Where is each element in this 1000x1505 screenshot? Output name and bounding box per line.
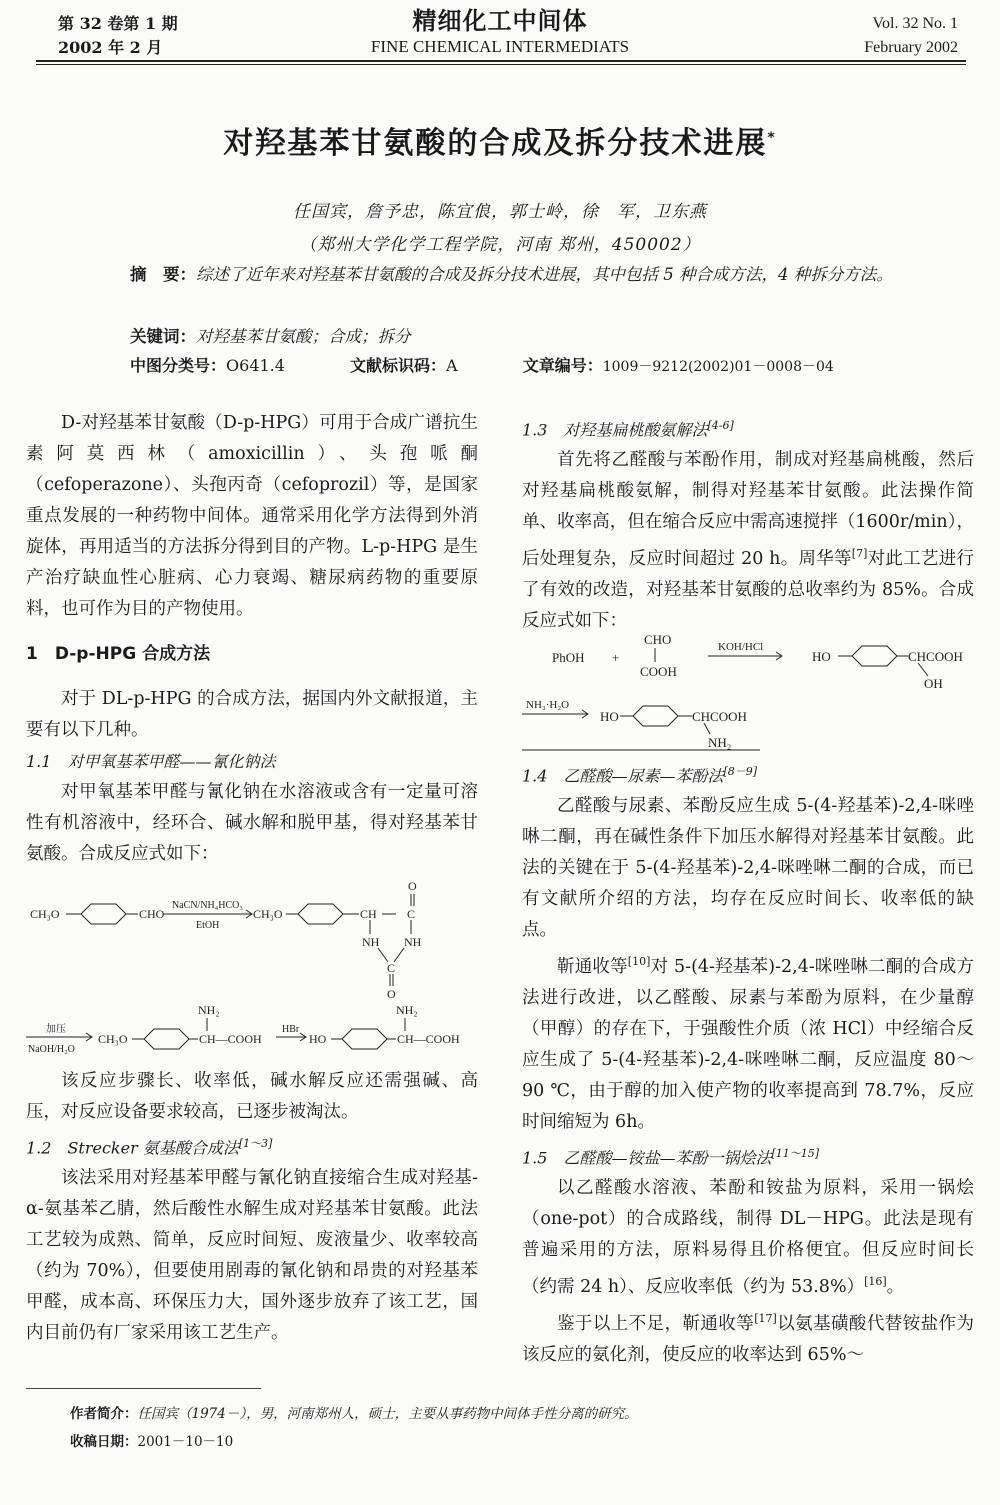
eq2-mandelic-hydroxy: HO <box>812 649 831 664</box>
eq1-reactant-aldehyde: CHO <box>139 907 165 921</box>
eq1-condition-1-top: NaCN/NH₄HCO₃ <box>172 900 243 911</box>
abstract-label: 摘 要： <box>130 265 196 284</box>
eq2-mandelic-chcooh: CHCOOH <box>908 649 963 664</box>
benzene-ring <box>342 1029 387 1049</box>
eq1-condition-2-top: 加压 <box>46 1024 66 1035</box>
section-1-1-text: 对甲氧基苯甲醛与氰化钠在水溶液或含有一定量可溶性有机溶液中，经环合、碱水解和脱甲基，得对羟基苯甘氨酸。合成反应式如下： <box>26 782 478 864</box>
header-rule <box>36 60 966 62</box>
section-1-3-ref-7: [7] <box>851 547 868 561</box>
volume-en: Vol. 32 No. 1 <box>872 15 958 32</box>
section-1-4-paragraph-1: 乙醛酸与尿素、苯酚反应生成 5-(4-羟基苯)-2,4-咪唑啉二酮，再在碱性条件下加压水解得对羟基苯甘氨酸。此法的关键在于 5-(4-羟基苯)-2,4-咪唑啉二酮的合成，而已有文献所介绍的方法，均存在反应时间长、收率低的缺点。 <box>522 796 974 941</box>
journal-title-cn: 精细化工中间体 <box>412 6 588 35</box>
footnote-author-label: 作者简介： <box>70 1406 138 1422</box>
left-column <box>26 408 478 870</box>
eq1-intermediate-methoxy: CH₃O <box>253 907 283 921</box>
clc-label: 中图分类号： <box>130 356 227 375</box>
eq2-mandelic-oh: OH <box>924 676 943 691</box>
header-rule-thin <box>36 64 966 65</box>
reaction-scheme-2 <box>522 630 982 755</box>
date-en: February 2002 <box>864 39 958 56</box>
footnote-author <box>70 1400 930 1428</box>
title-footnote-mark: * <box>767 130 777 146</box>
eq2-glyoxylic-cho: CHO <box>644 632 672 647</box>
section-1-heading: 1 D-p-HPG 合成方法 <box>26 644 211 664</box>
volume-issue: 第 32 卷第 1 期 <box>58 14 178 33</box>
section-1-5-paragraph-1 <box>522 1173 974 1303</box>
eq1-intermediate-c: C <box>407 907 416 921</box>
section-1-1-heading: 1.1 对甲氧基苯甲醛——氰化钠法 <box>26 752 276 771</box>
section-1-5-p1-a: 以乙醛酸水溶液、苯酚和铵盐为原料，采用一锅烩（one-pot）的合成路线，制得 DL－HPG。此法是现有普遍采用的方法，原料易得且价格便宜。但反应时间长（约需 24 h）、反应收率低（约为 53.8%） <box>522 1178 974 1298</box>
section-1-3-text <box>522 445 974 637</box>
clc-value: O641.4 <box>226 356 285 375</box>
eq2-product-amine: NH₂ <box>708 735 732 750</box>
section-1-5-p1-b: 。 <box>886 1277 905 1298</box>
benzene-ring <box>144 1029 189 1049</box>
section-1-3-text-b: 对此工艺进行了有效的改造，对羟基苯甘氨酸的总收率约为 85%。合成反应式如下： <box>522 549 974 632</box>
eq1-product-methoxy: CH₃O <box>98 1032 128 1046</box>
section-1-5-p2-a: 鉴于以上不足，靳通收等 <box>557 1314 755 1335</box>
paper-title <box>0 118 1000 162</box>
section-1-2-text: 该法采用对羟基苯甲醛与氰化钠直接缩合生成对羟基-α-氨基苯乙腈，然后酸性水解生成对羟基苯甘氨酸。此法工艺较为成熟、简单，反应时间短、废液量少、收率较高（约为 70%），但要使用剧毒的氰化钠和昂贵的对羟基苯甲醛，成本高、环保压力大，国外逐步放弃了该工艺，国内目前仍有厂家采用该工艺生产。 <box>26 1168 478 1344</box>
section-1-3-text-a: 首先将乙醛酸与苯酚作用，制成对羟基扁桃酸，然后对羟基扁桃酸氨解，制得对羟基苯甘氨酸。此法操作简单、收率高，但在缩合反应中需高速搅拌（1600r/min），后处理复杂，反应时间超过 20 h。周华等 <box>522 450 974 570</box>
author-list: 任国宾，詹予忠，陈宜俍，郭士岭，徐 军，卫东燕 <box>293 202 707 222</box>
section-1-3-ref: [4-6] <box>707 419 734 432</box>
footnote-rule <box>26 1388 261 1389</box>
eq1-condition-2-bottom: NaOH/H₂O <box>28 1044 75 1055</box>
section-1-4-p2-b: 对 5-(4-羟基苯)-2,4-咪唑啉二酮的合成方法进行改进，以乙醛酸、尿素与苯酚为原料，在少量醇（甲醇）的存在下，于强酸性介质（浓 HCl）中经缩合反应生成了 5-(4-羟基苯)-2,4-咪唑啉二酮，反应温度 80～90 ℃，由于醇的加入使产物的收率提高到 78.7%，反应时间缩短为 6h。 <box>522 957 975 1133</box>
section-1-4-ref-10: [10] <box>627 955 651 969</box>
date-cn: 2002 年 2 月 <box>58 38 163 57</box>
eq2-condition-1: KOH/HCl <box>718 641 764 653</box>
section-1-5-ref-16: [16] <box>864 1275 887 1289</box>
abstract-text: 综述了近年来对羟基苯甘氨酸的合成及拆分技术进展，其中包括 5 种合成方法，4 种拆分方法。 <box>196 265 893 284</box>
section-1-4-ref: [8－9] <box>723 765 758 778</box>
footnote-author-text: 任国宾（1974－），男，河南郑州人，硕士，主要从事药物中间体手性分离的研究。 <box>137 1406 638 1422</box>
section-1-4-title: 1.4 乙醛酸—尿素—苯酚法 <box>522 766 724 786</box>
eq1-final-chcooh: CH—COOH <box>397 1032 460 1046</box>
right-column-lower <box>522 756 974 1371</box>
section-1-2-heading <box>26 1128 478 1163</box>
section-1-5-title: 1.5 乙醛酸—铵盐—苯酚一锅烩法 <box>522 1148 772 1168</box>
footnote-received-text: 2001－10－10 <box>137 1434 234 1450</box>
affiliation: （郑州大学化学工程学院，河南 郑州，450002） <box>299 235 701 255</box>
doc-code-value: A <box>446 356 458 375</box>
keywords-label: 关键词： <box>130 327 196 346</box>
eq2-product-chcooh: CHCOOH <box>692 709 747 724</box>
journal-title-en: FINE CHEMICAL INTERMEDIATS <box>370 37 630 56</box>
section-1-5-ref-17: [17] <box>754 1312 777 1326</box>
benzene-ring <box>633 706 678 726</box>
eq1-carbonyl-o-bottom: O <box>387 987 396 1001</box>
eq1-product-chcooh: CH—COOH <box>199 1032 262 1046</box>
eq1-intermediate-ch: CH <box>360 907 377 921</box>
section-1-4-p2-a: 靳通收等 <box>557 957 628 978</box>
eq2-plus: + <box>612 650 620 665</box>
doc-code-label: 文献标识码： <box>350 356 447 375</box>
left-column-lower <box>26 1066 478 1349</box>
keywords <box>130 321 970 353</box>
section-1-3-heading <box>522 410 974 445</box>
section-1-5-p2-b: 以氨基磺酸代替铵盐作为该反应的氨化剂，使反应的收率达到 65%～ <box>522 1314 974 1366</box>
eq1-condition-1-bottom: EtOH <box>196 920 220 931</box>
article-no-value: 1009－9212(2002)01－0008－04 <box>602 359 834 375</box>
article-no-label: 文章编号： <box>522 356 603 375</box>
section-1-5-heading <box>522 1138 974 1173</box>
eq1-ring-nh-right: NH <box>404 935 422 949</box>
eq1-condition-3: HBr <box>282 1024 300 1035</box>
header-center <box>0 6 1000 58</box>
eq1-product-amine: NH₂ <box>198 1003 220 1017</box>
eq1-reactant-methoxy: CH₃O <box>30 907 60 921</box>
benzene-ring <box>852 646 897 666</box>
eq2-glyoxylic-cooh: COOH <box>640 664 677 679</box>
keywords-text: 对羟基苯甘氨酸；合成；拆分 <box>196 327 411 346</box>
classification-line <box>130 353 890 376</box>
eq1-final-hydroxy: HO <box>309 1032 327 1046</box>
section-1-5-ref: [11～15] <box>771 1147 820 1161</box>
eq2-phenol: PhOH <box>552 650 585 665</box>
footnote-received <box>70 1428 930 1456</box>
intro-paragraph: D-对羟基苯甘氨酸（D-p-HPG）可用于合成广谱抗生素阿莫西林（amoxicillin）、头孢哌酮（cefoperazone）、头孢丙奇（cefoprozil）等，是国家重点发展的一种药物中间体。通常采用化学方法得到外消旋体，再用适当的方法拆分得到目的产物。L-p-HPG 是生产治疗缺血性心脏病、心力衰竭、糖尿病药物的重要原料，也可作为目的产物使用。 <box>26 413 478 619</box>
section-1-2-title: 1.2 Strecker 氨基酸合成法 <box>26 1138 239 1158</box>
eq1-carbonyl-o-top: O <box>408 879 417 893</box>
section-1-3-title: 1.3 对羟基扁桃酸氨解法 <box>522 420 708 440</box>
section-1-4-paragraph-2 <box>522 946 974 1138</box>
reaction-scheme-1 <box>26 876 496 1066</box>
section-1-1-after: 该反应步骤长、收率低，碱水解反应还需强碱、高压，对反应设备要求较高，已逐步被淘汰。 <box>26 1071 478 1122</box>
right-column <box>522 410 974 637</box>
abstract <box>86 259 926 291</box>
section-1-2-ref: [1～3] <box>238 1137 273 1150</box>
eq1-ring-nh-left: NH <box>362 935 380 949</box>
section-1-text: 对于 DL-p-HPG 的合成方法，据国内外文献报道，主要有以下几种。 <box>26 689 478 740</box>
eq1-ring-c-bottom: C <box>387 961 396 975</box>
eq2-condition-2: NH₃·H₂O <box>526 699 570 711</box>
footnote-received-label: 收稿日期： <box>70 1434 138 1450</box>
eq1-final-amine: NH₂ <box>396 1003 418 1017</box>
header-right <box>864 12 958 60</box>
section-1-5-paragraph-2 <box>522 1303 974 1371</box>
benzene-ring <box>298 904 343 924</box>
section-1-4-heading <box>522 756 974 791</box>
eq2-product-hydroxy: HO <box>600 709 619 724</box>
benzene-ring <box>81 904 126 924</box>
paper-title-text: 对羟基苯甘氨酸的合成及拆分技术进展 <box>223 126 768 161</box>
